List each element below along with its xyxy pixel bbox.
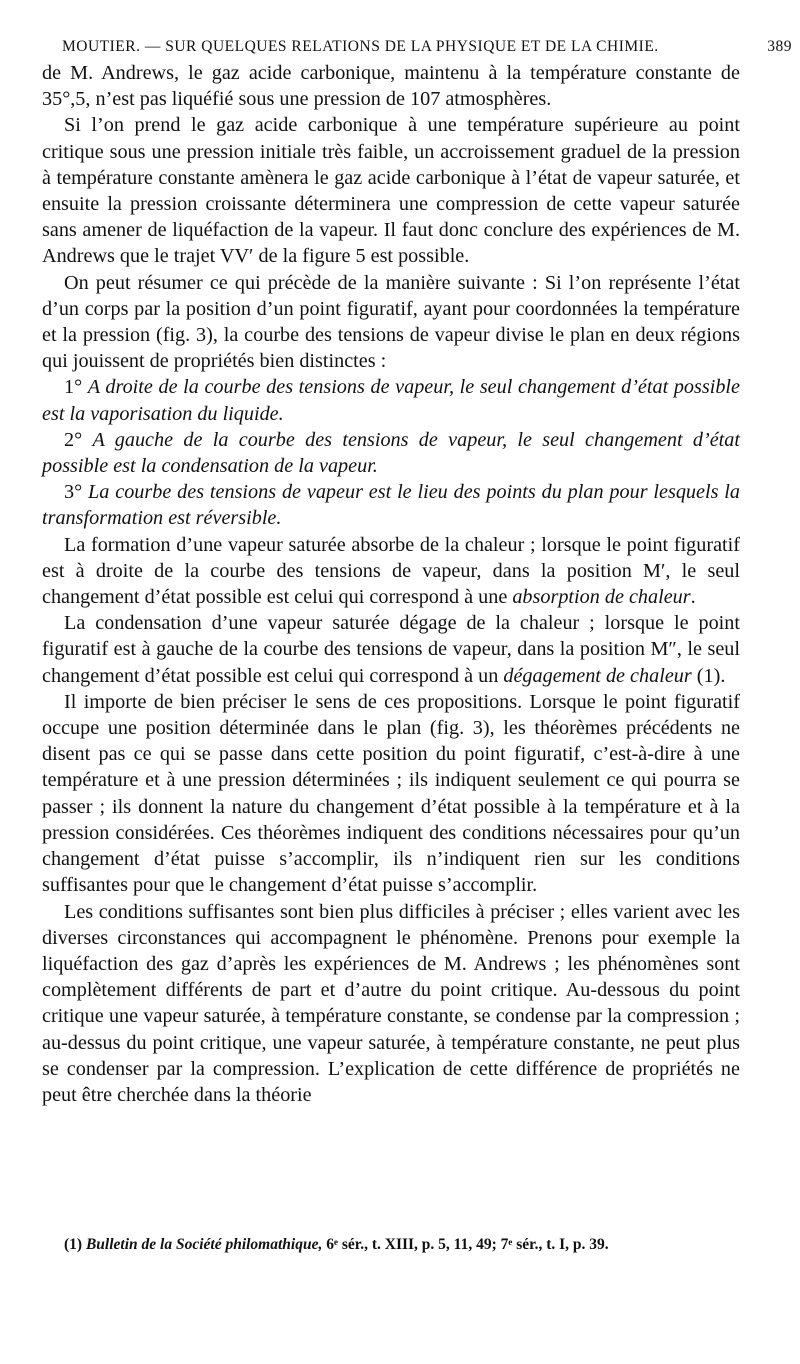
paragraph-continuation: de M. Andrews, le gaz acide carbonique, maintenu à la température constante de 35°,5, n’est pas liquéfié sous une pression de 107 atmosphères. — [42, 62, 740, 111]
footnote-marker: (1) — [64, 1236, 83, 1253]
item-text: A gauche de la courbe des tensions de vapeur, le seul changement d’état possible est la condensation de la vapeur. — [42, 428, 740, 478]
text-run: . — [690, 586, 696, 609]
paragraph-condensation — [42, 610, 740, 689]
paragraph-propositions: Il importe de bien préciser le sens de ces propositions. Lorsque le point figuratif occupe une position déterminée dans le plan (fig. 3), les théorèmes précédents ne disent pas ce qui se passe dans cette position du point figuratif, c’est-à-dire à une température et à une pression déterminées ; ils indiquent seulement ce qui pourra se passer ; ils donnent la nature du changement d’état possible à la température et à la pression considérées. Ces théorèmes indiquent des conditions nécessaires pour qu’un changement d’état puisse s’accomplir, ils n’indiquent rien sur les conditions suffisantes pour que le changement d’état puisse s’accomplir. — [42, 690, 740, 897]
running-title: MOUTIER. — SUR QUELQUES RELATIONS DE LA PHYSIQUE ET DE LA CHIMIE. — [62, 38, 659, 55]
page-number: 389 — [767, 38, 792, 55]
item-number: 2° — [64, 428, 83, 451]
list-item-1 — [42, 374, 740, 426]
item-text: A droite de la courbe des tensions de vapeur, le seul changement d’état possible est la vaporisation du liquide. — [42, 376, 741, 425]
paragraph-absorption — [42, 532, 740, 611]
footnote-details: 6ᵉ sér., t. XIII, p. 5, 11, 49; 7ᵉ sér., t. I, p. 39. — [326, 1236, 609, 1253]
item-number: 1° — [64, 376, 83, 399]
list-item-2 — [42, 427, 740, 479]
item-number: 3° — [64, 481, 83, 504]
item-text: La courbe des tensions de vapeur est le lieu des points du plan pour lesquels la transformation est réversible. — [42, 481, 741, 530]
running-header — [62, 38, 792, 56]
paragraph-summary: On peut résumer ce qui précède de la manière suivante : Si l’on représente l’état d’un corps par la position d’un point figuratif, ayant pour coordonnées la température et la pression (fig. 3), la courbe des tensions de vapeur divise le plan en deux régions qui jouissent de propriétés bien distinctes : — [42, 271, 740, 373]
paragraph-co2-compression: Si l’on prend le gaz acide carbonique à une température supérieure au point critique sous une pression initiale très faible, un accroissement graduel de la pression à température constante amènera le gaz acide carbonique à l’état de vapeur saturée, et ensuite la pression croissante déterminera une compression de cette vapeur saturée sans amener de liquéfaction de la vapeur. Il faut donc conclure des expériences de M. Andrews que le trajet VV′ de la figure 5 est possible. — [42, 114, 740, 268]
paragraph-sufficient-conditions: Les conditions suffisantes sont bien plus difficiles à préciser ; elles varient avec les diverses circonstances qui accompagnent le phénomène. Prenons pour exemple la liquéfaction des gaz d’après les expériences de M. Andrews ; les phénomènes sont complètement différents de part et d’autre du point critique. Au-dessous du point critique une vapeur saturée, à température constante, se condense par la compression ; au-dessus du point critique, une vapeur saturée, à température constante, ne peut plus se condenser par la compression. L’explication de cette différence de propriétés ne peut être cherchée dans la théorie — [42, 900, 740, 1106]
footnote-source: Bulletin de la Société philomathique, — [85, 1236, 323, 1253]
footnote — [64, 1236, 744, 1254]
text-run: (1). — [691, 664, 726, 687]
main-text — [42, 60, 740, 1108]
emphasis: dégagement de chaleur — [503, 664, 692, 687]
emphasis: absorption de chaleur — [512, 586, 691, 609]
text-run: La formation d’une vapeur saturée absorbe de la chaleur ; lorsque le point figuratif est à droite de la courbe des tensions de vapeur, dans la position M′, le seul changement d’état possible est celui qui correspond à une — [42, 533, 740, 609]
text-run: La condensation d’une vapeur saturée dégage de la chaleur ; lorsque le point figuratif est à gauche de la courbe des tensions de vapeur, dans la position M″, le seul changement d’état possible est celui qui correspond à un — [42, 612, 740, 687]
list-item-3 — [42, 479, 740, 531]
